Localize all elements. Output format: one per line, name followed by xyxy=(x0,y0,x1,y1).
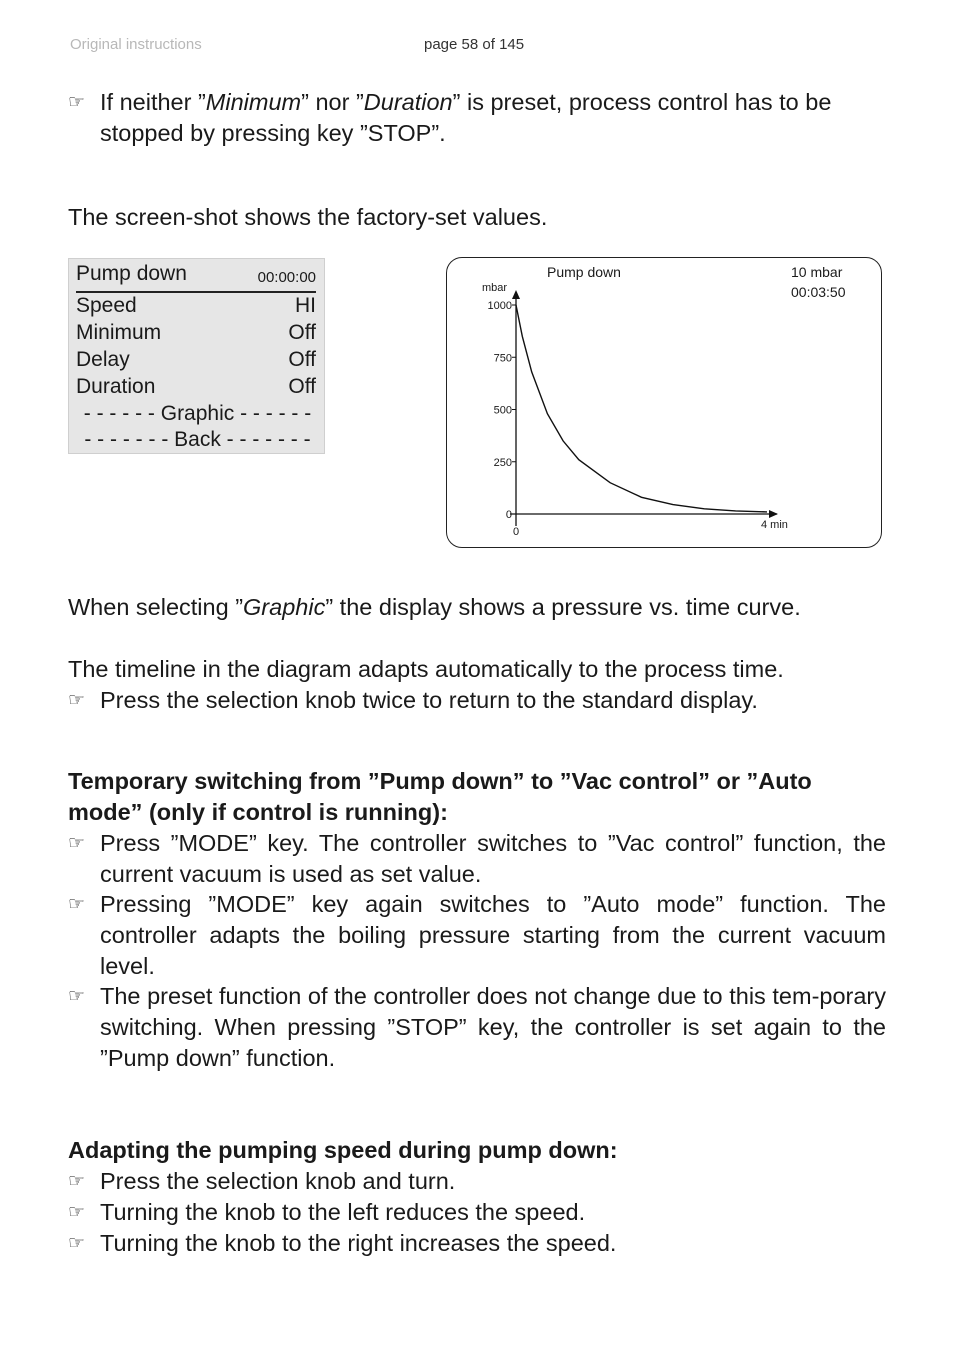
pointing-hand-icon: ☞ xyxy=(68,92,86,113)
pointing-hand-icon: ☞ xyxy=(68,1233,86,1254)
lcd-row-delay: Delay Off xyxy=(76,348,316,371)
y-tick-label: 0 xyxy=(505,509,512,521)
header-original-instructions: Original instructions xyxy=(70,36,202,53)
pointing-hand-icon: ☞ xyxy=(68,1202,86,1223)
pointing-hand-icon: ☞ xyxy=(68,1171,86,1192)
speed-bullet-2: ☞ Turning the knob to the left reduces the speed. xyxy=(68,1197,886,1228)
graphic-note: When selecting ”Graphic” the display shows a pressure vs. time curve. xyxy=(68,594,801,620)
lcd-time: 00:00:00 xyxy=(257,269,316,286)
graph-panel xyxy=(446,257,882,548)
lcd-row-speed: Speed HI xyxy=(76,294,316,317)
graph-time: 00:03:50 xyxy=(791,284,846,300)
y-axis-label: mbar xyxy=(482,282,508,294)
y-tick-label: 500 xyxy=(493,404,512,417)
lcd-screen xyxy=(68,258,325,454)
intro-bullet-text: If neither ”Minimum” nor ”Duration” is preset, process control has to be stopped by pressing key ”STOP”. xyxy=(100,89,832,146)
y-axis-arrow xyxy=(512,290,520,299)
x-axis-arrow xyxy=(769,510,778,518)
speed-bullet-3: ☞ Turning the knob to the right increases the speed. xyxy=(68,1228,886,1259)
y-tick-label: 750 xyxy=(493,352,512,365)
lcd-row-duration: Duration Off xyxy=(76,375,316,398)
temp-bullet-1: ☞ Press ”MODE” key. The controller switches to ”Vac control” function, the current vacuum is used as set value. xyxy=(68,830,886,887)
lcd-back-option: - - - - - - - Back - - - - - - - xyxy=(84,428,311,451)
pointing-hand-icon: ☞ xyxy=(68,833,86,854)
factory-note: The screen-shot shows the factory-set values. xyxy=(68,204,548,230)
graph-pressure: 10 mbar xyxy=(791,264,843,280)
page-number: page 58 of 145 xyxy=(424,36,525,53)
lcd-title: Pump down xyxy=(76,262,187,285)
y-tick-label: 250 xyxy=(493,456,512,469)
timeline-note: The timeline in the diagram adapts automatically to the process time. xyxy=(68,656,784,682)
speed-bullet-1: ☞ Press the selection knob and turn. xyxy=(68,1166,886,1197)
lcd-row-minimum: Minimum Off xyxy=(76,321,316,344)
x-tick-label: 0 xyxy=(512,526,520,538)
lcd-header xyxy=(76,259,316,293)
y-tick-label: 1000 xyxy=(487,300,512,312)
x-tick-label: 4 min xyxy=(761,519,788,531)
pressure-chart xyxy=(447,258,883,549)
return-bullet: ☞ Press the selection knob twice to return to the standard display. xyxy=(68,685,886,716)
intro-bullet xyxy=(68,87,886,149)
pointing-hand-icon: ☞ xyxy=(68,894,86,915)
graph-title: Pump down xyxy=(547,264,621,280)
pointing-hand-icon: ☞ xyxy=(68,986,86,1007)
pressure-curve xyxy=(516,305,767,512)
temp-bullet-3: ☞ The preset function of the controller does not change due to this tem-porary switching. When pressing ”STOP” key, the controller is set again to the ”Pump down” function. xyxy=(68,983,886,1071)
section-heading-temporary-switching: Temporary switching from ”Pump down” to ”Vac control” or ”Auto mode” (only if control is running): xyxy=(68,768,812,825)
temp-bullet-2: ☞ Pressing ”MODE” key again switches to ”Auto mode” function. The controller adapts the boiling pressure starting from the current vacuum level. xyxy=(68,891,886,979)
lcd-graphic-option: - - - - - - Graphic - - - - - - xyxy=(83,402,312,425)
section-heading-adapting-speed: Adapting the pumping speed during pump down: xyxy=(68,1137,618,1163)
pointing-hand-icon: ☞ xyxy=(68,690,86,711)
